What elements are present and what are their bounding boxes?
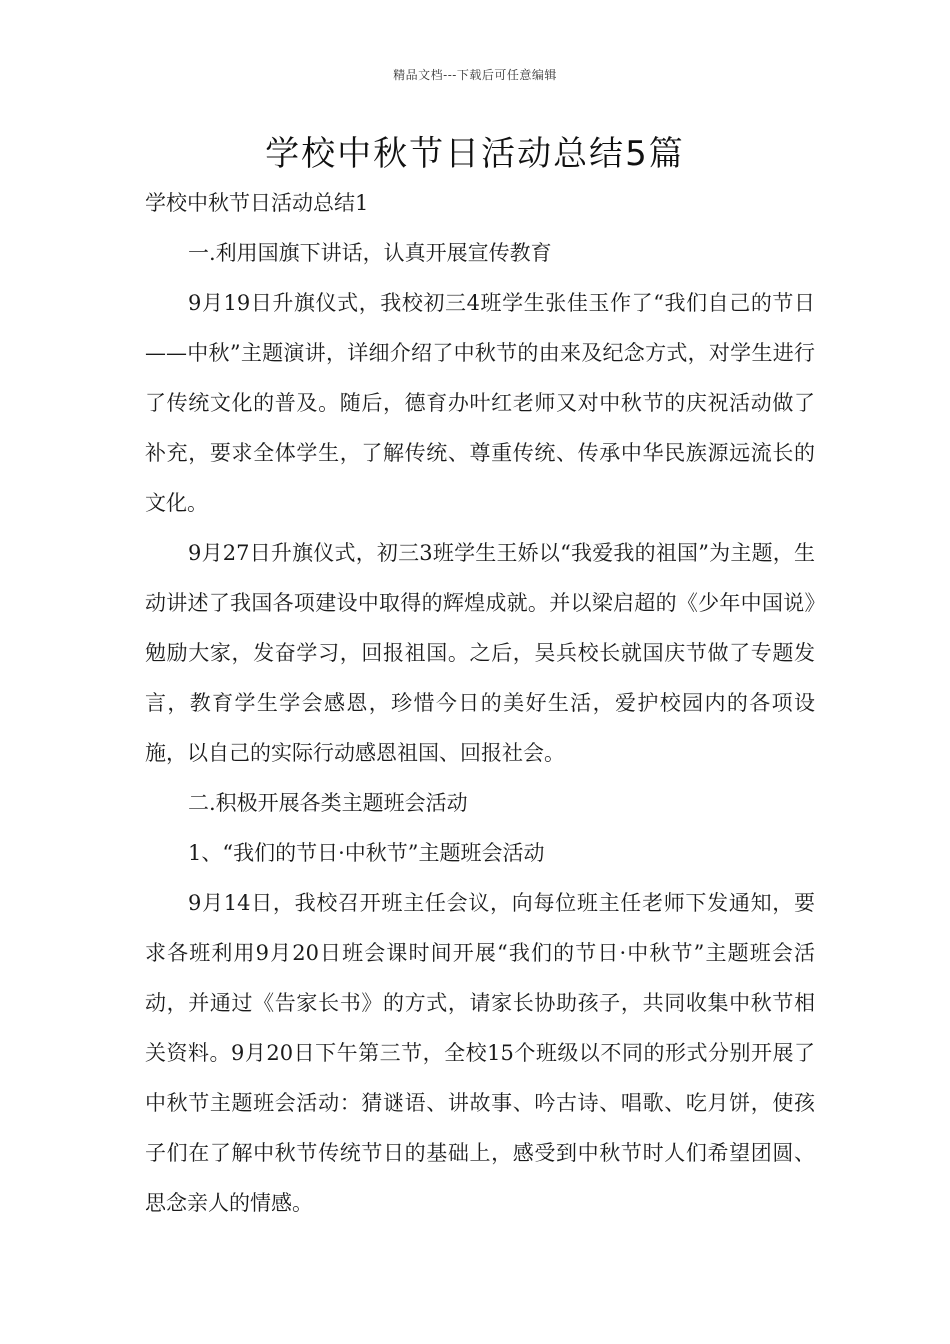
body-paragraph: 9月27日升旗仪式，初三3班学生王娇以“我爱我的祖国”为主题，生动讲述了我国各项建设中取得的辉煌成就。并以梁启超的《少年中国说》勉励大家，发奋学习，回报祖国。之后，吴兵校长就国庆节做了专题发言，教育学生学会感恩，珍惜今日的美好生活，爱护校园内的各项设施，以自己的实际行动感恩祖国、回报社会。 — [145, 541, 815, 765]
document-title: 学校中秋节日活动总结5篇 — [265, 134, 685, 174]
subsection-heading: 一.利用国旗下讲话，认真开展宣传教育 — [188, 241, 552, 265]
body-paragraph: 9月19日升旗仪式，我校初三4班学生张佳玉作了“我们自己的节日——中秋”主题演讲，详细介绍了中秋节的由来及纪念方式，对学生进行了传统文化的普及。随后，德育办叶红老师又对中秋节的庆祝活动做了补充，要求全体学生，了解传统、尊重传统、传承中华民族源远流长的文化。 — [145, 291, 815, 515]
subsection-heading: 二.积极开展各类主题班会活动 — [188, 791, 468, 815]
header-note: 精品文档---下载后可任意编辑 — [393, 68, 557, 82]
section-heading: 学校中秋节日活动总结1 — [145, 191, 369, 215]
document-body — [145, 178, 815, 1228]
item-heading: 1、“我们的节日·中秋节”主题班会活动 — [188, 841, 545, 865]
body-paragraph: 9月14日，我校召开班主任会议，向每位班主任老师下发通知，要求各班利用9月20日班会课时间开展“我们的节日·中秋节”主题班会活动，并通过《告家长书》的方式，请家长协助孩子，共同收集中秋节相关资料。9月20日下午第三节，全校15个班级以不同的形式分别开展了中秋节主题班会活动：猜谜语、讲故事、吟古诗、唱歌、吃月饼，使孩子们在了解中秋节传统节日的基础上，感受到中秋节时人们希望团圆、思念亲人的情感。 — [145, 891, 815, 1215]
